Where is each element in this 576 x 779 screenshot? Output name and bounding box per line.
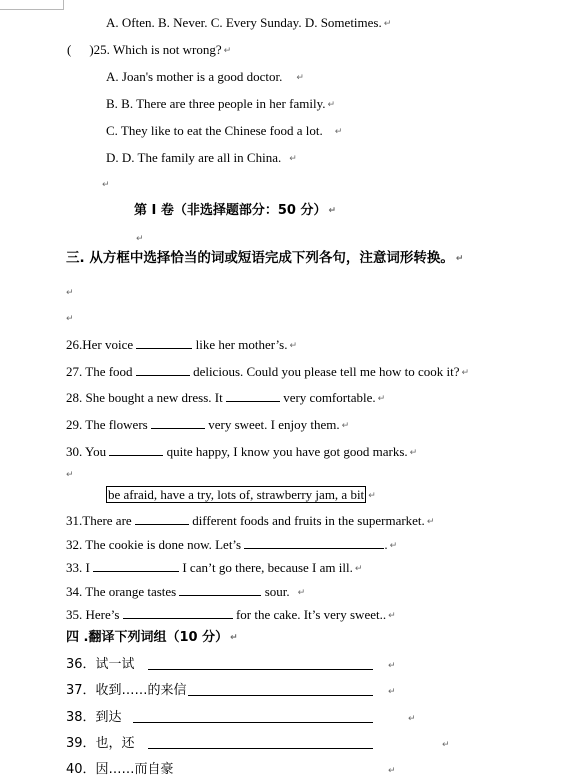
paragraph-mark: ↵ [408, 714, 416, 724]
answer-blank[interactable] [136, 336, 192, 349]
q25-option-b: B. B. There are three people in her family. ↵ [106, 96, 336, 111]
section4-title: 四 .翻译下列词组（10 分） ↵ [66, 630, 238, 645]
translation-38: 38．到达 [66, 710, 122, 725]
translation-36: 36．试一试 [66, 657, 135, 672]
translation-39: 39．也，还 [66, 736, 135, 751]
answer-blank[interactable] [136, 363, 190, 376]
page-corner-marker [0, 0, 64, 10]
q25-option-c: C. They like to eat the Chinese food a lot. ↵ [106, 123, 343, 138]
question-32: 32. The cookie is done now. Let’s . ↵ [66, 537, 398, 552]
answer-blank[interactable] [123, 606, 233, 619]
question-28: 28. She bought a new dress. It very comfortable. ↵ [66, 390, 386, 405]
answer-blank[interactable] [133, 710, 373, 727]
question-27: 27. The food delicious. Could you please tell me how to cook it? ↵ [66, 364, 470, 379]
empty-paragraph: ↵ [66, 470, 74, 480]
paragraph-mark: ↵ [388, 766, 396, 776]
q25-stem: ( )25. Which is not wrong? ↵ [67, 42, 232, 57]
answer-blank[interactable] [244, 536, 384, 549]
question-35: 35. Here’s for the cake. It’s very sweet.. ↵ [66, 607, 396, 622]
answer-blank[interactable] [179, 583, 261, 596]
section3-title: 三. 从方框中选择恰当的词或短语完成下列各句，注意词形转换。 ↵ [66, 250, 464, 266]
empty-paragraph: ↵ [66, 288, 74, 298]
answer-blank[interactable] [109, 443, 163, 456]
translation-37: 37．收到……的来信 [66, 683, 187, 698]
answer-blank[interactable] [226, 389, 280, 402]
translation-40: 40．因……而自豪 [66, 762, 174, 777]
question-31: 31.There are different foods and fruits in the supermarket. ↵ [66, 513, 435, 528]
q24-options: A. Often. B. Never. C. Every Sunday. D. Sometimes. ↵ [106, 15, 392, 30]
question-26: 26.Her voice like her mother’s. ↵ [66, 337, 298, 352]
answer-blank[interactable] [148, 736, 373, 753]
word-box: be afraid, have a try, lots of, strawberry jam, a bit ↵ [108, 487, 376, 502]
empty-paragraph: ↵ [102, 180, 110, 190]
q25-option-a: A. Joan's mother is a good doctor. ↵ [106, 69, 304, 84]
part2-title: 第 I 卷（非选择题部分：50 分） ↵ [134, 203, 337, 218]
empty-paragraph: ↵ [66, 314, 74, 324]
answer-blank[interactable] [93, 559, 179, 572]
q25-option-d: D. D. The family are all in China. ↵ [106, 150, 297, 165]
paragraph-mark: ↵ [388, 687, 396, 697]
question-33: 33. I I can’t go there, because I am ill. ↵ [66, 560, 363, 575]
paragraph-mark: ↵ [442, 740, 450, 750]
question-34: 34. The orange tastes sour. ↵ [66, 584, 306, 599]
answer-blank[interactable] [188, 683, 373, 700]
paragraph-mark: ↵ [388, 661, 396, 671]
answer-blank[interactable] [135, 512, 189, 525]
question-29: 29. The flowers very sweet. I enjoy them. ↵ [66, 417, 350, 432]
question-30: 30. You quite happy, I know you have got good marks. ↵ [66, 444, 418, 459]
answer-blank[interactable] [151, 416, 205, 429]
answer-blank[interactable] [148, 657, 373, 674]
empty-paragraph: ↵ [136, 234, 144, 244]
